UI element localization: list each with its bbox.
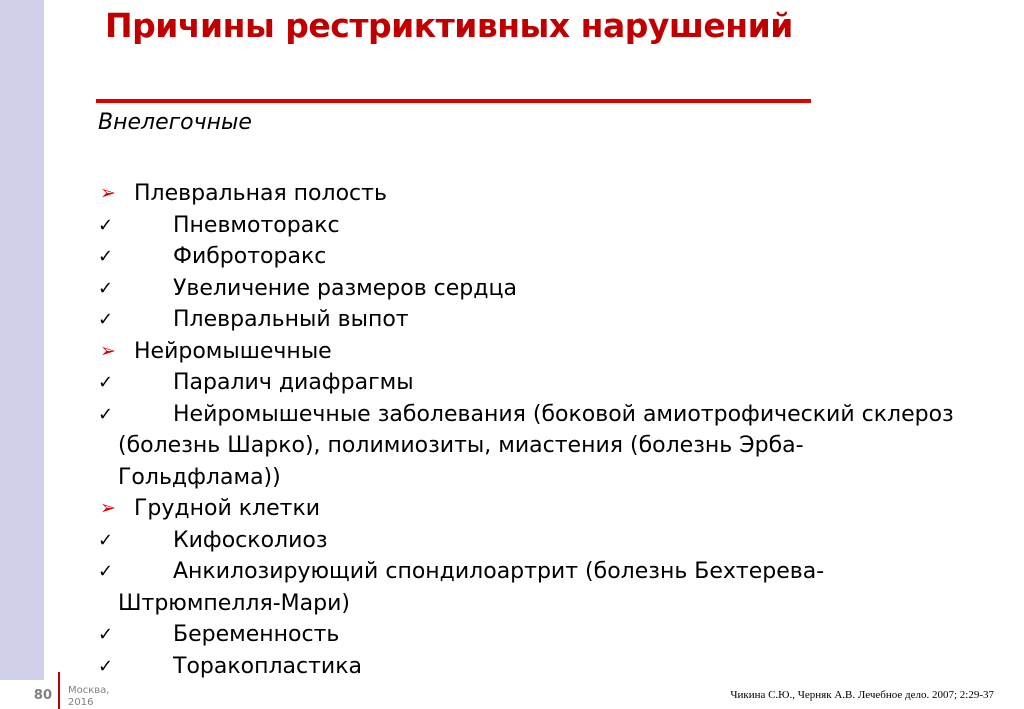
list-item-text: Увеличение размеров сердца [173, 275, 517, 301]
footer-year: 2016 [68, 697, 94, 708]
list-item-text: Нейромышечные [134, 338, 332, 364]
check-bullet-icon: ✓ [98, 246, 114, 267]
list-item-sub [98, 619, 958, 651]
list-item-text: Плевральный выпот [173, 307, 409, 332]
check-bullet-icon: ✓ [98, 277, 114, 299]
check-bullet-icon: ✓ [98, 655, 114, 677]
footer-city: Москва, [68, 685, 110, 696]
list-item-text: Анкилозирующий спондилоартрит (болезнь Бехтерева-Штрюмпелля-Мари) [118, 559, 825, 616]
list-item-sub [98, 556, 958, 619]
list-item-sub [98, 651, 958, 683]
sidebar-stripe [0, 0, 44, 680]
list-item-text: Кифосколиоз [173, 527, 328, 553]
check-bullet-icon: ✓ [98, 372, 114, 393]
list-item-sub [98, 273, 958, 305]
list-item-text: Фиброторакс [173, 244, 327, 269]
slide-subtitle: Внелегочные [98, 110, 252, 135]
list-item-sub [98, 399, 958, 494]
list-item-sub [98, 210, 958, 242]
causes-list [98, 178, 958, 682]
page-number: 80 [33, 688, 52, 703]
list-item-category [98, 336, 958, 368]
list-item-text: Паралич диафрагмы [173, 370, 414, 395]
list-item-text: Грудной клетки [134, 496, 321, 521]
arrow-bullet-icon: ➢ [100, 497, 116, 519]
list-item-text: Нейромышечные заболевания (боковой амиотрофический склероз (болезнь Шарко), полимиозиты, миастения (болезнь Эрба-Гольдфлама)) [118, 401, 954, 490]
list-item-category [98, 178, 958, 210]
list-item-text: Пневмоторакс [173, 212, 340, 238]
check-bullet-icon: ✓ [98, 529, 114, 551]
footer-citation: Чикина С.Ю., Черняк А.В. Лечебное дело. 2007; 2:29-37 [730, 689, 994, 701]
check-bullet-icon: ✓ [98, 624, 114, 645]
arrow-bullet-icon: ➢ [100, 339, 116, 362]
check-bullet-icon: ✓ [98, 403, 114, 425]
list-item-sub [98, 525, 958, 557]
footer-divider [58, 672, 60, 709]
list-item-category [98, 493, 958, 525]
list-item-sub [98, 367, 958, 399]
check-bullet-icon: ✓ [98, 309, 114, 330]
check-bullet-icon: ✓ [98, 214, 114, 236]
list-item-sub [98, 304, 958, 336]
list-item-text: Беременность [173, 622, 340, 647]
check-bullet-icon: ✓ [98, 561, 114, 582]
list-item-text: Торакопластика [173, 653, 362, 679]
list-item-sub [98, 241, 958, 273]
title-underline [96, 99, 811, 103]
arrow-bullet-icon: ➢ [100, 182, 116, 204]
list-item-text: Плевральная полость [134, 181, 387, 206]
slide-title: Причины рестриктивных нарушений [105, 6, 793, 45]
